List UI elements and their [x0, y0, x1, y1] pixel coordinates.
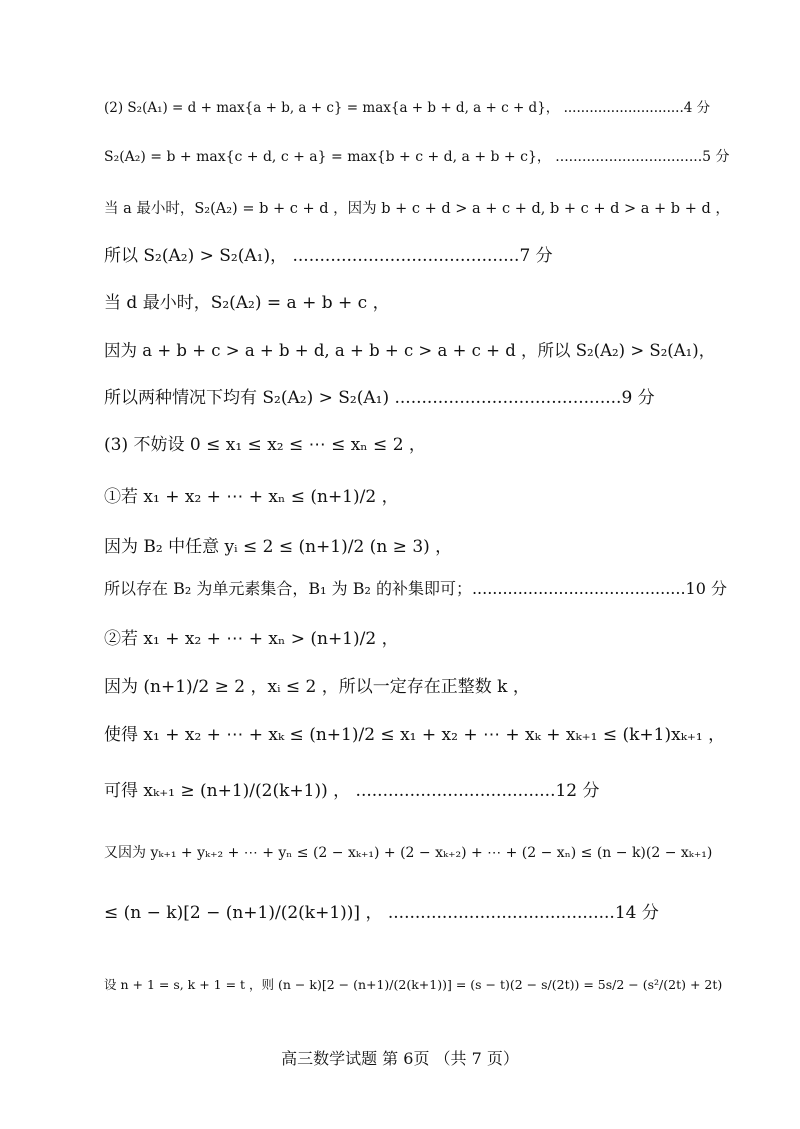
- solution-line-13: 因为 (n+1)/2 ≥ 2 ，xᵢ ≤ 2 ，所以一定存在正整数 k ，: [104, 677, 530, 697]
- solution-line-12: ②若 x₁ + x₂ + ⋯ + xₙ > (n+1)/2 ，: [104, 629, 399, 649]
- solution-line-7: 所以两种情况下均有 S₂(A₂) > S₂(A₁) ..........................................9 分: [104, 388, 655, 408]
- solution-line-4: 所以 S₂(A₂) > S₂(A₁)， ..........................................7 分: [104, 246, 553, 266]
- solution-line-16: 又因为 yₖ₊₁ + yₖ₊₂ + ⋯ + yₙ ≤ (2 − xₖ₊₁) + (2 − xₖ₊₂) + ⋯ + (2 − xₙ) ≤ (n − k)(2 − xₖ₊₁): [104, 845, 713, 861]
- solution-line-6: 因为 a + b + c > a + b + d, a + b + c > a + c + d ，所以 S₂(A₂) > S₂(A₁)，: [104, 341, 716, 360]
- solution-line-15: 可得 xₖ₊₁ ≥ (n+1)/(2(k+1)) ， .....................................12 分: [104, 781, 600, 801]
- solution-line-11: 所以存在 B₂ 为单元素集合，B₁ 为 B₂ 的补集即可；..........................................10 分: [104, 579, 728, 598]
- solution-line-1: (2) S₂(A₁) = d + max{a + b, a + c} = max{a + b + d, a + c + d}， ............................4 分: [104, 100, 711, 116]
- solution-line-2: S₂(A₂) = b + max{c + d, c + a} = max{b + c + d, a + b + c}， .................................5 分: [104, 149, 730, 165]
- solution-line-14: 使得 x₁ + x₂ + ⋯ + xₖ ≤ (n+1)/2 ≤ x₁ + x₂ + ⋯ + xₖ + xₖ₊₁ ≤ (k+1)xₖ₊₁ ，: [104, 725, 726, 745]
- solution-line-18: 设 n + 1 = s, k + 1 = t ，则 (n − k)[2 − (n+1)/(2(k+1))] = (s − t)(2 − s/(2t)) = 5s/2 − (s²/(2t) + 2t): [104, 977, 723, 992]
- solution-line-17: ≤ (n − k)[2 − (n+1)/(2(k+1))] ， ..........................................14 分: [104, 903, 659, 923]
- solution-line-5: 当 d 最小时，S₂(A₂) = a + b + c ，: [104, 293, 390, 313]
- solution-line-10: 因为 B₂ 中任意 yᵢ ≤ 2 ≤ (n+1)/2 (n ≥ 3) ，: [104, 537, 453, 557]
- page-footer: 高三数学试题 第 6页 （共 7 页）: [281, 1049, 519, 1068]
- solution-line-8: (3) 不妨设 0 ≤ x₁ ≤ x₂ ≤ ⋯ ≤ xₙ ≤ 2 ，: [104, 435, 426, 455]
- solution-line-3: 当 a 最小时，S₂(A₂) = b + c + d ，因为 b + c + d > a + c + d, b + c + d > a + b + d ，: [104, 201, 730, 217]
- solution-line-9: ①若 x₁ + x₂ + ⋯ + xₙ ≤ (n+1)/2 ，: [104, 487, 399, 507]
